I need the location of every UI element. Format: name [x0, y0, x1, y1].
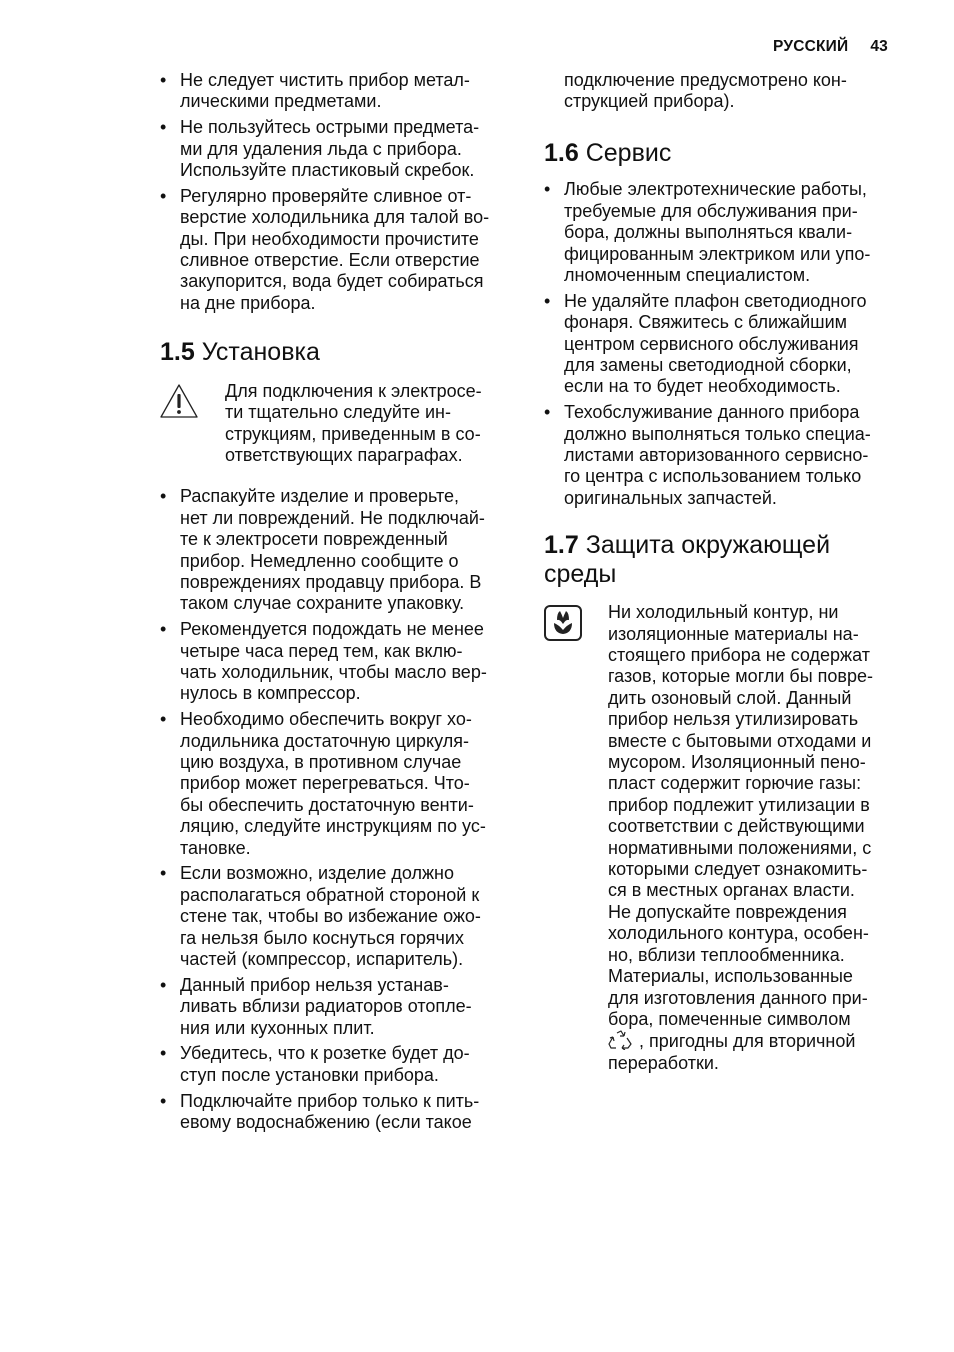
- warning-text: Для подключения к электросе- ти тщательно следуйте ин- струкциям, приведенным в со- ответствующих параграфах.: [225, 380, 482, 465]
- recycle-icon: [608, 1030, 634, 1050]
- bullet-list-service: [544, 179, 900, 509]
- list-item: • Необходимо обеспечить вокруг хо- лодильника достаточную циркуля- цию воздуха, в противном случае прибор может перегреваться. Что- бы обеспечить достаточную венти- ляцию, следуйте инструкциям по ус- тановке.: [160, 709, 486, 858]
- page-header: [773, 38, 888, 56]
- warning-note: [160, 381, 515, 467]
- bullet-list-installation: [160, 486, 515, 1133]
- list-item: • Убедитесь, что к розетке будет до- ступ после установки прибора.: [160, 1043, 470, 1085]
- environment-note: [544, 602, 900, 1074]
- bullet-list-cleaning: [160, 70, 515, 314]
- continued-text: подключение предусмотрено кон- струкцией прибора).: [564, 70, 847, 112]
- list-item: • Данный прибор нельзя устанав- ливать вблизи радиаторов отопле- ния или кухонных плит.: [160, 974, 472, 1038]
- list-item: • Не следует чистить прибор метал- лическими предметами.: [160, 70, 470, 112]
- section-heading-service: 1.6 Сервис: [544, 138, 672, 167]
- page-number: 43: [870, 38, 888, 55]
- right-column: [544, 70, 900, 1074]
- list-item: • Рекомендуется подождать не менее четыре часа перед тем, как вклю- чать холодильник, чтобы масло вер- нулось в компрессор.: [160, 619, 487, 704]
- list-item: • Техобслуживание данного прибора должно выполняться только специа- листами авторизованного сервисно- го центра с использованием только оригинальных запчастей.: [544, 402, 871, 508]
- list-item: • Не пользуйтесь острыми предмета- ми для удаления льда с прибора. Используйте пластиковый скребок.: [160, 117, 480, 181]
- section-heading-environment: 1.7 Защита окружающей среды: [544, 531, 831, 588]
- list-item: • Регулярно проверяйте сливное от- верстие холодильника для талой во- ды. При необходимости прочистите сливное отверстие. Если отверстие закупорится, вода будет собираться на дне прибора.: [160, 185, 490, 313]
- list-item: • Не удаляйте плафон светодиодного фонаря. Свяжитесь с ближайшим центром сервисного обслуживания для замены светодиодной сборки, если на то будет необходимость.: [544, 290, 867, 397]
- list-item: • Подключайте прибор только к пить- евому водоснабжению (если такое: [160, 1090, 480, 1133]
- list-item: • Если возможно, изделие должно располагаться обратной стороной к стене так, чтобы во избежание ожо- га нельзя было коснуться горячих частей (компрессор, испаритель).: [160, 863, 481, 970]
- environment-icon: [544, 605, 582, 641]
- environment-text: Ни холодильный контур, ни изоляционные материалы на- стоящего прибора не содержат газов, которые могли бы повре- дить озоновый слой. Данный прибор нельзя утилизировать вместе с бытовыми отходами и мусором. Изоляционный пено- пласт содержит горючие газы: прибор подлежит утилизации в соответствии с действующими нормативными положениями, с которыми следует ознакомить- ся в местных органах власти. Не допускайте повреждения холодильного контура, особен- но, вблизи теплообменника. Материалы, использованные для изготовления данного при- бора, помеченные символом: [608, 602, 874, 1029]
- list-item: • Любые электротехнические работы, требуемые для обслуживания при- бора, должны выполняться квали- фицированным электриком или упо- лномоченным специалистом.: [544, 179, 871, 285]
- language-label: РУССКИЙ: [773, 38, 849, 55]
- left-column: [160, 70, 515, 1138]
- section-heading-installation: 1.5 Установка: [160, 338, 320, 367]
- warning-icon: [159, 383, 199, 419]
- list-item: • Распакуйте изделие и проверьте, нет ли повреждений. Не подключай- те к электросети поврежденный прибор. Немедленно сообщите о повреждениях продавцу прибора. В таком случае сохраните упаковку.: [160, 486, 485, 614]
- environment-text-end: , пригодны для вторичной переработки.: [608, 1031, 856, 1073]
